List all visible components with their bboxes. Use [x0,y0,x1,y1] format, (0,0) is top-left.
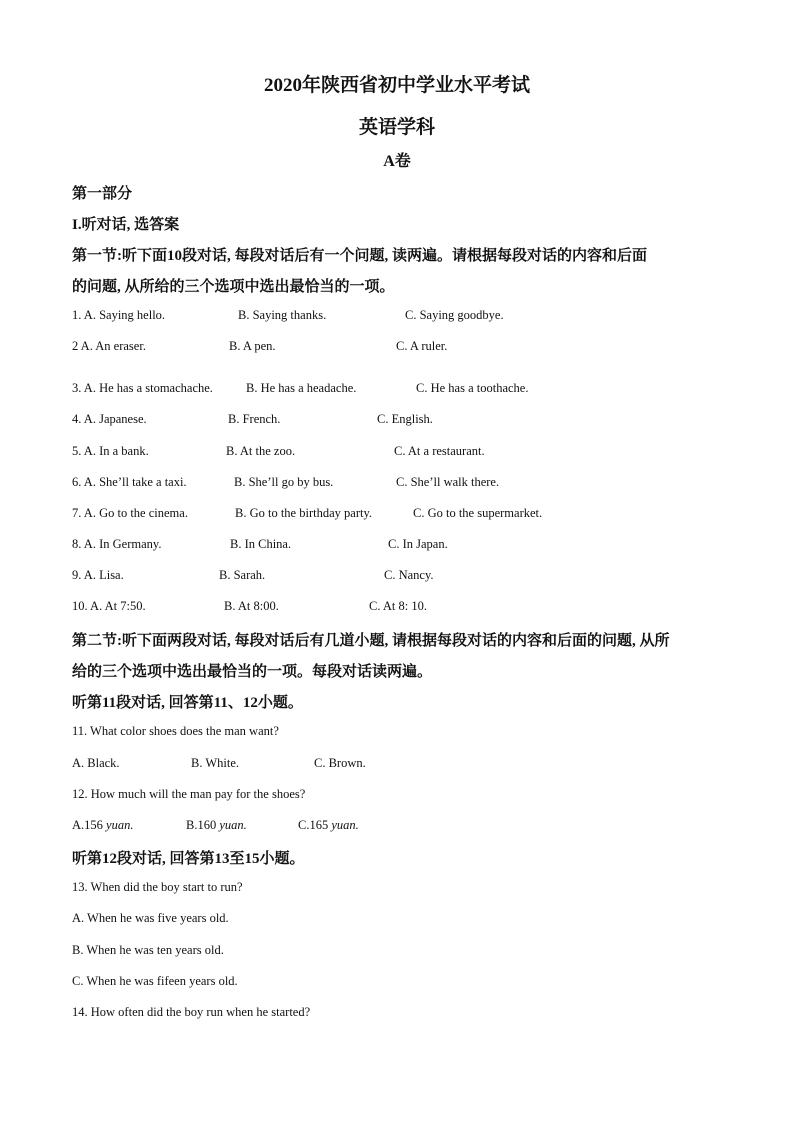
q3-option-b: B. He has a headache. [246,381,357,395]
q1-option-a: 1. A. Saying hello. [72,308,166,322]
q4-option-a: 4. A. Japanese. [72,412,147,426]
q7-option-a: 7. A. Go to the cinema. [72,506,188,520]
q13-option-c: C. When he was fifeen years old. [72,974,238,988]
q5-option-c: C. At a restaurant. [394,444,485,458]
q11-stem: 11. What color shoes does the man want? [72,724,279,738]
q12-option-a-amount: A.156 [72,818,103,832]
q11-option-a: A. Black. [72,756,120,770]
q8-option-b: B. In China. [230,537,292,551]
section2-instruction-1: 第二节:听下面两段对话, 每段对话后有几道小题, 请根据每段对话的内容和后面的问题, 从所 [72,633,670,649]
q2-option-a: 2 A. An eraser. [72,339,146,353]
q12-option-b [186,818,247,833]
q2-option-b: B. A pen. [229,339,276,353]
q7-option-c: C. Go to the supermarket. [413,506,543,520]
q6-option-b: B. She’ll go by bus. [234,475,334,489]
q8-option-a: 8. A. In Germany. [72,537,162,551]
section-heading: I.听对话, 选答案 [72,217,180,233]
q2-option-c: C. A ruler. [396,339,448,353]
q6-option-c: C. She’ll walk there. [396,475,500,489]
subject-title: 英语学科 [358,117,435,138]
exam-title: 2020年陕西省初中学业水平考试 [263,75,530,96]
q3-option-c: C. He has a toothache. [416,381,529,395]
q12-option-c-amount: C.165 [298,818,329,832]
q11-option-b: B. White. [191,756,240,770]
q6-option-a: 6. A. She’ll take a taxi. [72,475,187,489]
q12-option-a [72,818,133,833]
q10-option-a: 10. A. At 7:50. [72,599,146,613]
section1-instruction-1: 第一节:听下面10段对话, 每段对话后有一个问题, 读两遍。请根据每段对话的内容和后面 [72,248,647,264]
q5-option-b: B. At the zoo. [226,444,296,458]
q10-option-c: C. At 8: 10. [369,599,427,613]
q4-option-c: C. English. [377,412,433,426]
section2-instruction-2: 给的三个选项中选出最恰当的一项。每段对话读两遍。 [72,664,433,680]
q12-stem: 12. How much will the man pay for the shoes? [72,787,306,801]
part-heading: 第一部分 [72,186,133,202]
q10-option-b: B. At 8:00. [224,599,279,613]
q9-option-b: B. Sarah. [219,568,266,582]
dialog-11-heading: 听第11段对话, 回答第11、12小题。 [72,695,303,711]
q9-option-a: 9. A. Lisa. [72,568,124,582]
q12-option-b-amount: B.160 [186,818,217,832]
q1-option-c: C. Saying goodbye. [405,308,504,322]
paper-label: A卷 [383,153,411,170]
q5-option-a: 5. A. In a bank. [72,444,149,458]
q13-stem: 13. When did the boy start to run? [72,880,243,894]
q3-option-a: 3. A. He has a stomachache. [72,381,213,395]
q12-option-a-unit: yuan. [106,818,134,832]
q12-option-b-unit: yuan. [219,818,247,832]
q11-option-c: C. Brown. [314,756,366,770]
q9-option-c: C. Nancy. [384,568,434,582]
q12-option-c-unit: yuan. [331,818,359,832]
q13-option-a: A. When he was five years old. [72,911,229,925]
q8-option-c: C. In Japan. [388,537,448,551]
q12-option-c [298,818,359,833]
q14-stem: 14. How often did the boy run when he started? [72,1005,311,1019]
q4-option-b: B. French. [228,412,281,426]
dialog-12-heading: 听第12段对话, 回答第13至15小题。 [72,851,305,867]
q1-option-b: B. Saying thanks. [238,308,327,322]
q7-option-b: B. Go to the birthday party. [235,506,373,520]
section1-instruction-2: 的问题, 从所给的三个选项中选出最恰当的一项。 [72,279,395,295]
q13-option-b: B. When he was ten years old. [72,943,224,957]
